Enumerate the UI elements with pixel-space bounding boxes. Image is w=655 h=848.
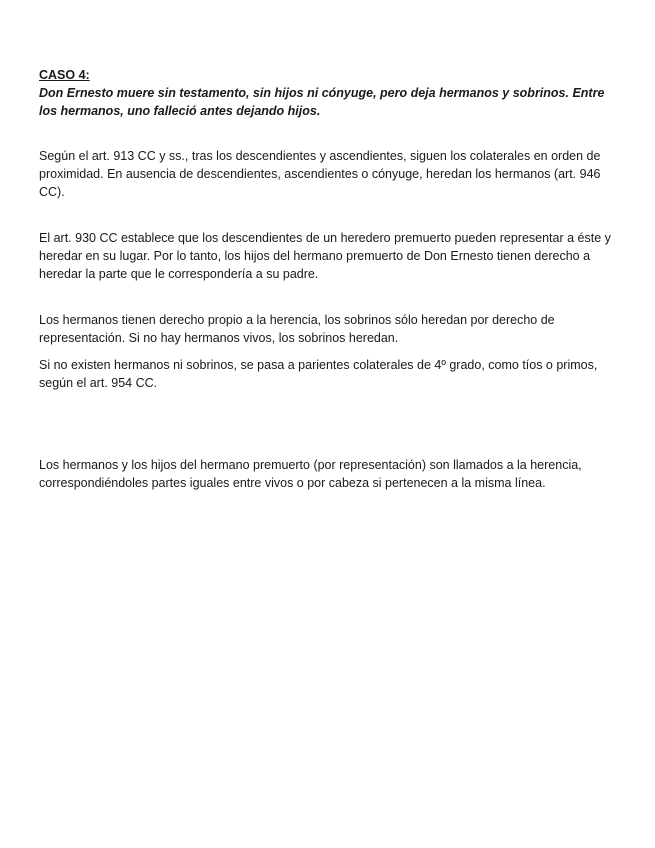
paragraph-art-954: Si no existen hermanos ni sobrinos, se pasa a parientes colaterales de 4º grado, como tíos o primos, según el art. 954 CC. — [39, 358, 598, 390]
case-subtitle: Don Ernesto muere sin testamento, sin hijos ni cónyuge, pero deja hermanos y sobrinos. Entre los hermanos, uno falleció antes dejando hijos. — [39, 86, 605, 118]
paragraph-derecho-propio: Los hermanos tienen derecho propio a la herencia, los sobrinos sólo heredan por derecho de representación. Si no hay hermanos vivos, los sobrinos heredan. — [39, 313, 555, 345]
paragraph-conclusion: Los hermanos y los hijos del hermano premuerto (por representación) son llamados a la herencia, correspondiéndoles partes iguales entre vivos o por cabeza si pertenecen a la misma línea. — [39, 458, 582, 490]
case-title: CASO 4: — [39, 68, 90, 82]
document-page — [39, 66, 614, 492]
paragraph-art-930: El art. 930 CC establece que los descendientes de un heredero premuerto pueden representar a éste y heredar en su lugar. Por lo tanto, los hijos del hermano premuerto de Don Ernesto tienen derecho a heredar la parte que le correspondería a su padre. — [39, 231, 611, 281]
paragraph-art-913: Según el art. 913 CC y ss., tras los descendientes y ascendientes, siguen los colaterales en orden de proximidad. En ausencia de descendientes, ascendientes o cónyuge, heredan los hermanos (art. 946 CC). — [39, 149, 601, 199]
